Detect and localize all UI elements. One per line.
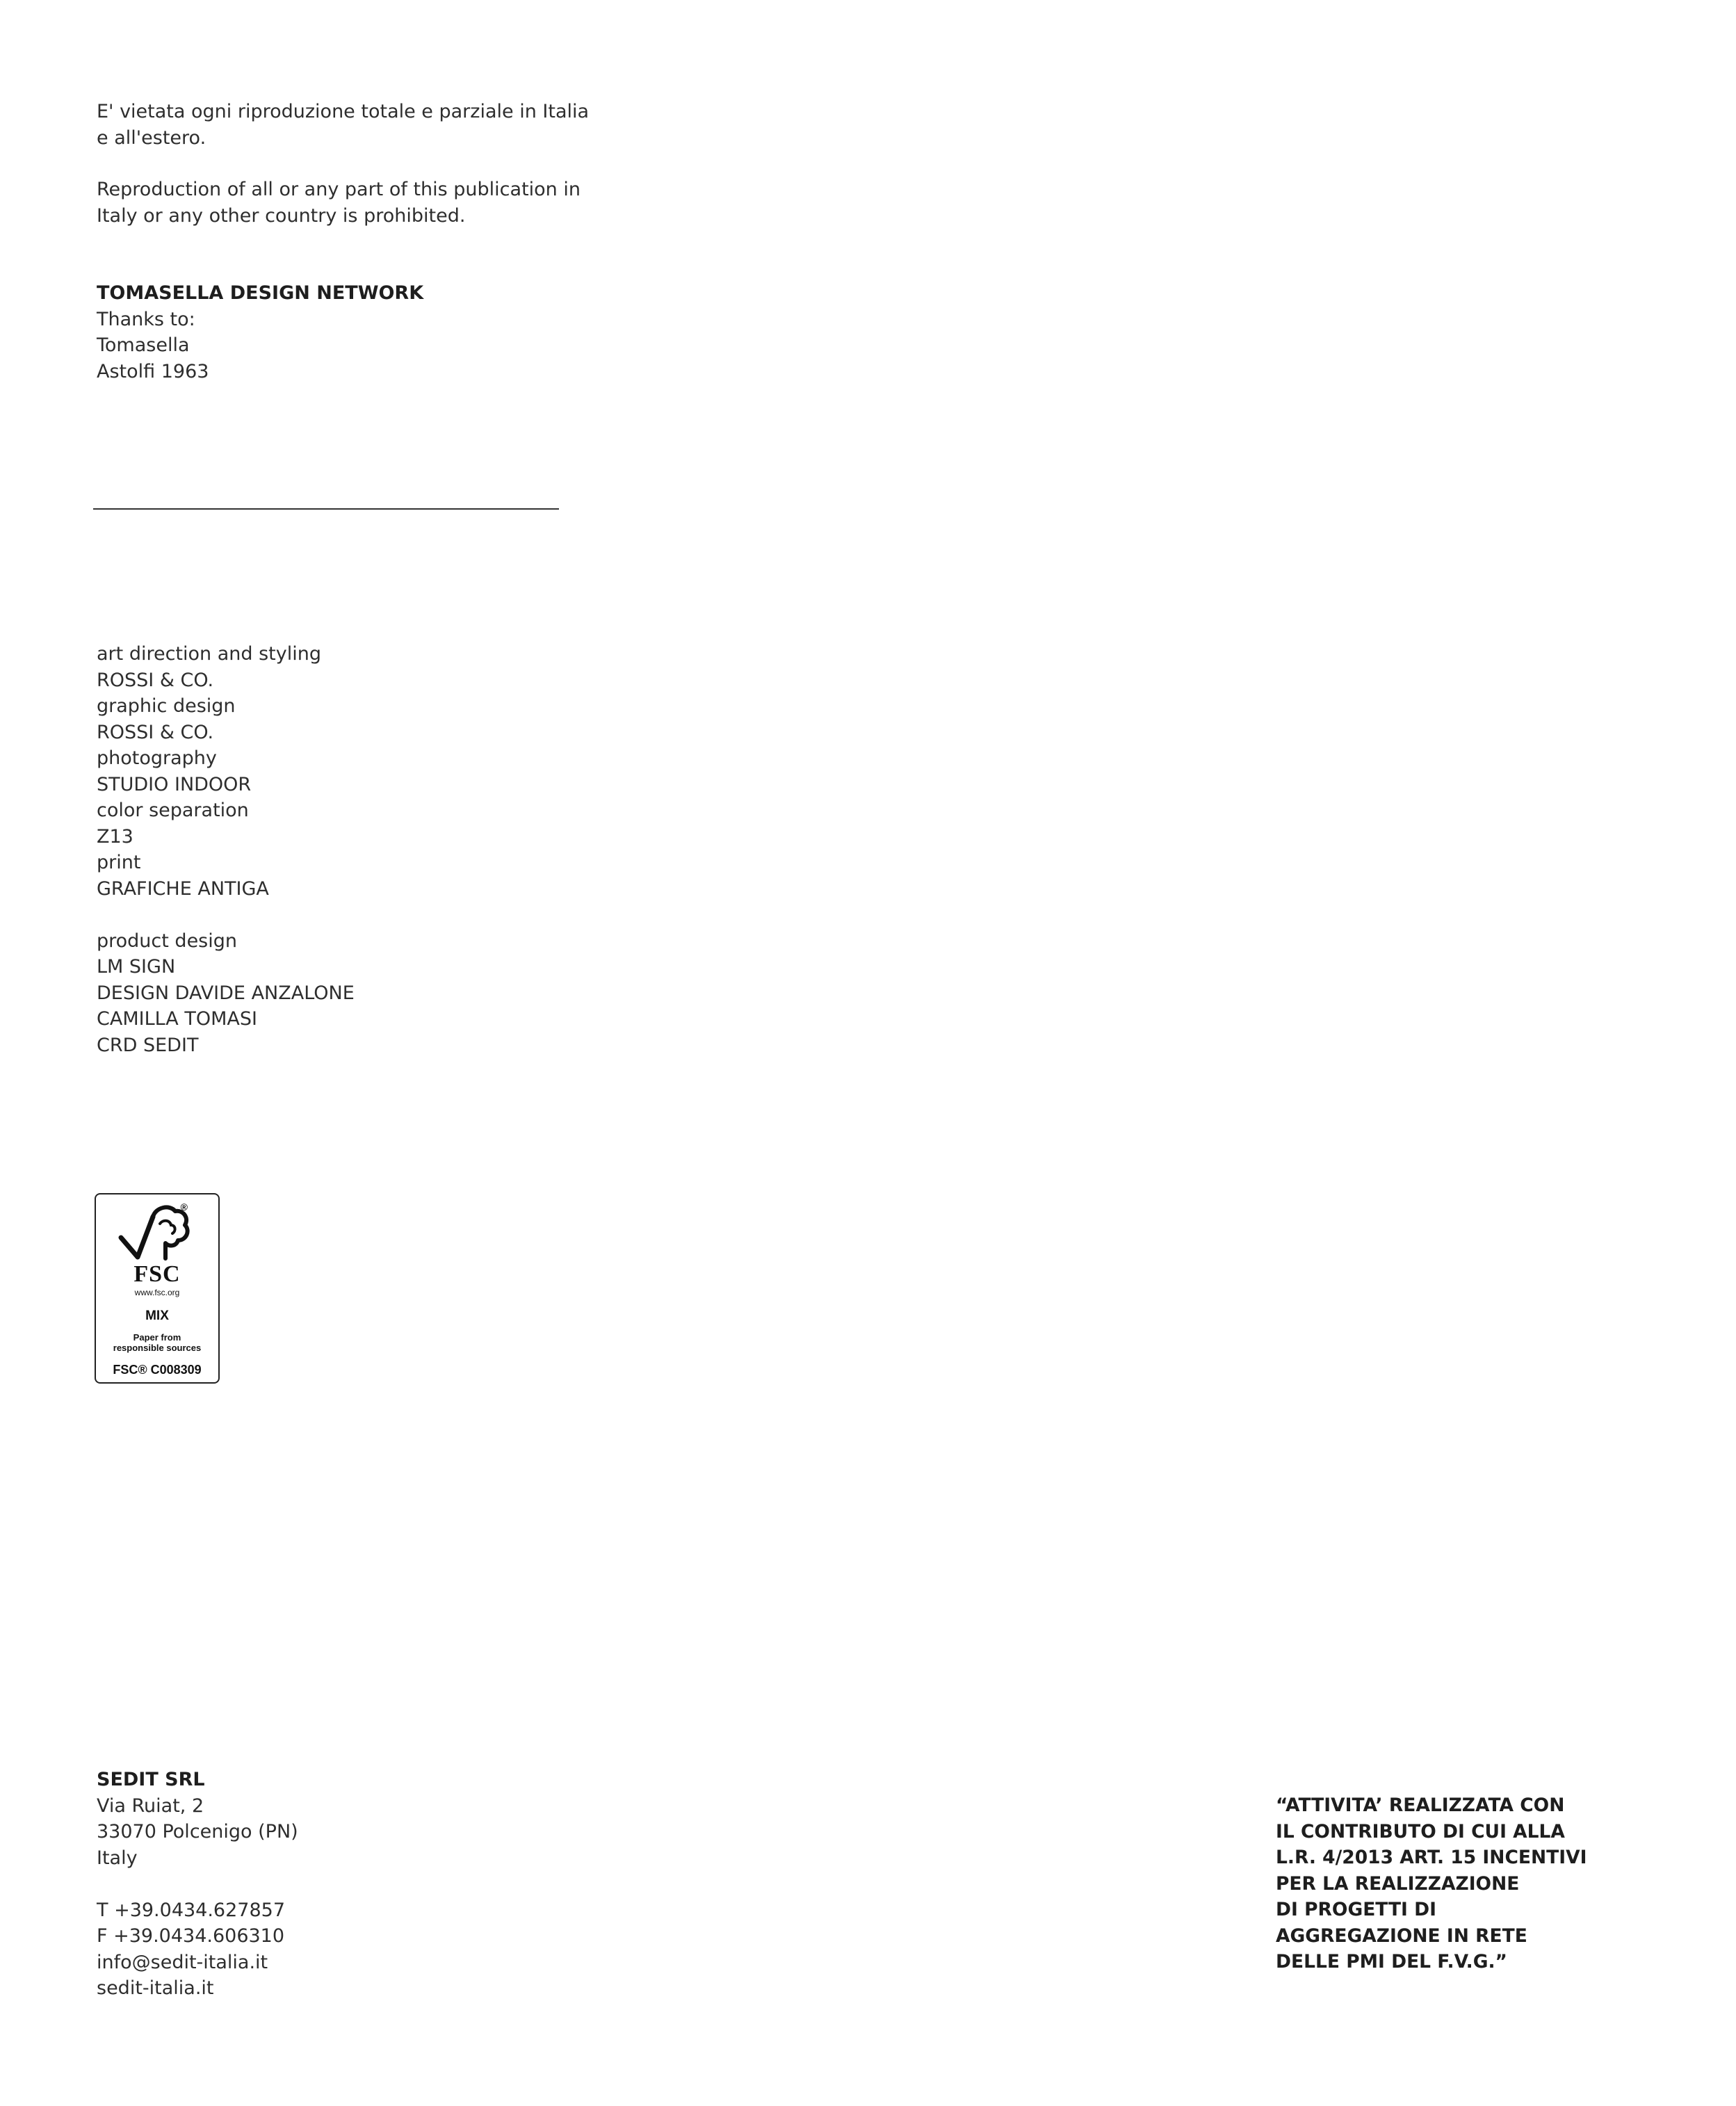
- company-fax: F +39.0434.606310: [97, 1925, 285, 1947]
- section-divider: [93, 508, 559, 510]
- funding-note: “ATTIVITA’ REALIZZATA CON IL CONTRIBUTO DI CUI ALLA L.R. 4/2013 ART. 15 INCENTIVI PER LA REALIZZAZIONE DI PROGETTI DI AGGREGAZIONE IN RETE DELLE PMI DEL F.V.G.”: [1276, 1795, 1587, 1973]
- network-thanks-label: Thanks to:: [97, 308, 195, 330]
- network-member: Tomasella: [97, 334, 190, 356]
- company-phone: T +39.0434.627857: [97, 1899, 286, 1921]
- company-email: info@sedit-italia.it: [97, 1951, 268, 1973]
- company-address-line: 33070 Polcenigo (PN): [97, 1821, 298, 1842]
- copyright-italian: E' vietata ogni riproduzione totale e parziale in Italia e all'estero.: [97, 101, 590, 149]
- fsc-claim-line: Paper from: [133, 1332, 181, 1343]
- credit-line: STUDIO INDOOR: [97, 773, 252, 795]
- fsc-registered-mark: ®: [180, 1201, 188, 1213]
- fsc-license-code: FSC® C008309: [113, 1363, 202, 1377]
- credit-line: print: [97, 852, 141, 873]
- product-design-label: product design: [97, 930, 237, 952]
- credit-line: graphic design: [97, 695, 236, 717]
- product-designer: CRD SEDIT: [97, 1034, 199, 1056]
- fsc-label: [95, 1193, 220, 1384]
- fsc-brand: FSC: [133, 1261, 181, 1287]
- fsc-claim-line: responsible sources: [113, 1343, 202, 1353]
- fsc-website: www.fsc.org: [134, 1288, 180, 1297]
- network-title: TOMASELLA DESIGN NETWORK: [97, 282, 424, 304]
- company-website: sedit-italia.it: [97, 1977, 214, 1999]
- credit-line: art direction and styling: [97, 643, 321, 665]
- credit-line: ROSSI & CO.: [97, 669, 214, 691]
- credit-line: photography: [97, 747, 217, 769]
- network-member: Astolfi 1963: [97, 360, 209, 382]
- fsc-claim: [96, 1332, 218, 1353]
- credit-line: Z13: [97, 825, 133, 848]
- credit-line: GRAFICHE ANTIGA: [97, 877, 269, 900]
- credit-line: ROSSI & CO.: [97, 721, 214, 743]
- company-name: SEDIT SRL: [97, 1769, 205, 1790]
- product-designer: CAMILLA TOMASI: [97, 1008, 257, 1030]
- fsc-category: MIX: [145, 1309, 169, 1323]
- product-designer: LM SIGN: [97, 956, 176, 978]
- product-designer: DESIGN DAVIDE ANZALONE: [97, 982, 355, 1004]
- credit-line: color separation: [97, 800, 249, 821]
- copyright-english: Reproduction of all or any part of this publication in Italy or any other country is prohibited.: [97, 179, 581, 227]
- company-address-line: Via Ruiat, 2: [97, 1795, 204, 1817]
- company-address-line: Italy: [97, 1847, 138, 1869]
